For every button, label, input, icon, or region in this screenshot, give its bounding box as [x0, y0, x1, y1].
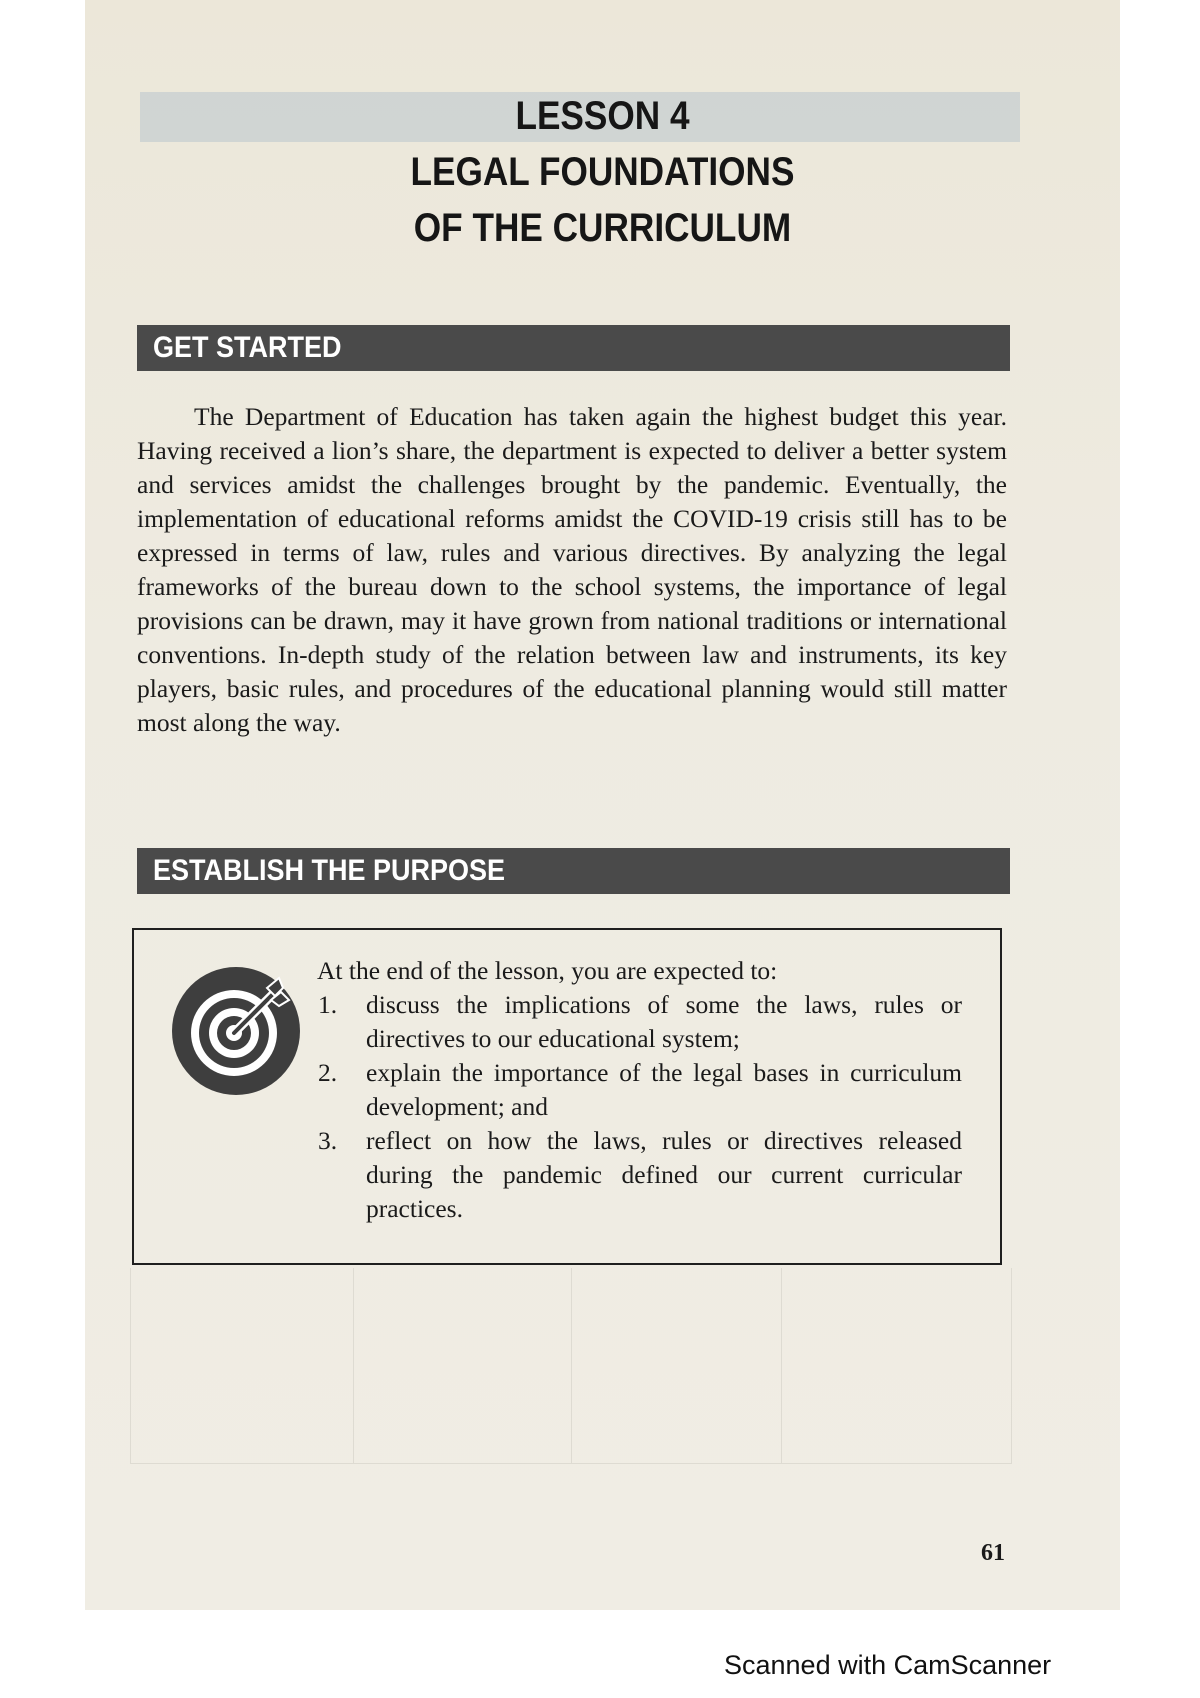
- objective-text: discuss the implications of some the laws, rules or directives to our educational system;: [366, 990, 962, 1053]
- intro-paragraph: The Department of Education has taken again the highest budget this year. Having received a lion’s share, the department is expected to deliver a better system and services amidst the challenges brought by the pandemic. Eventually, the implementation of educational reforms amidst the COVID-19 crisis still has to be expressed in terms of law, rules and various directives. By analyzing the legal frameworks of the bureau down to the school systems, the importance of legal provisions can be drawn, may it have grown from national traditions or international conventions. In-depth study of the relation between law and instruments, its key players, basic rules, and procedures of the educational planning would still matter most along the way.: [137, 402, 1007, 737]
- objective-number: 2.: [318, 1058, 338, 1087]
- section-header-establish-purpose: [137, 848, 1010, 894]
- lesson-title-line-1: LEGAL FOUNDATIONS: [410, 150, 795, 194]
- target-icon: [171, 966, 301, 1096]
- objectives-list: [317, 988, 962, 1226]
- lesson-title-line-2: OF THE CURRICULUM: [413, 206, 792, 250]
- table-divider: [781, 1268, 782, 1463]
- lesson-number: LESSON 4: [515, 94, 690, 138]
- lesson-title: [147, 88, 1058, 256]
- objective-item: [317, 1124, 962, 1226]
- scanner-watermark: Scanned with CamScanner: [724, 1650, 1052, 1680]
- objective-item: [317, 988, 962, 1056]
- objective-number: 3.: [318, 1126, 338, 1155]
- objectives-lead: At the end of the lesson, you are expected to:: [317, 956, 778, 985]
- objective-item: [317, 1056, 962, 1124]
- bleed-through-table: [130, 1268, 1012, 1464]
- book-page: [85, 0, 1120, 1610]
- objectives-box: [132, 928, 1002, 1265]
- objective-text: explain the importance of the legal bases in curriculum development; and: [366, 1058, 962, 1121]
- objective-number: 1.: [318, 990, 338, 1019]
- section-header-get-started: [137, 325, 1010, 371]
- section-header-label: GET STARTED: [153, 331, 342, 364]
- objective-text: reflect on how the laws, rules or directives released during the pandemic defined our current curricular practices.: [366, 1126, 962, 1223]
- section-header-label: ESTABLISH THE PURPOSE: [153, 854, 506, 887]
- objectives-text: [317, 954, 962, 1226]
- table-divider: [353, 1268, 354, 1463]
- table-divider: [571, 1268, 572, 1463]
- page-number: 61: [981, 1540, 1005, 1566]
